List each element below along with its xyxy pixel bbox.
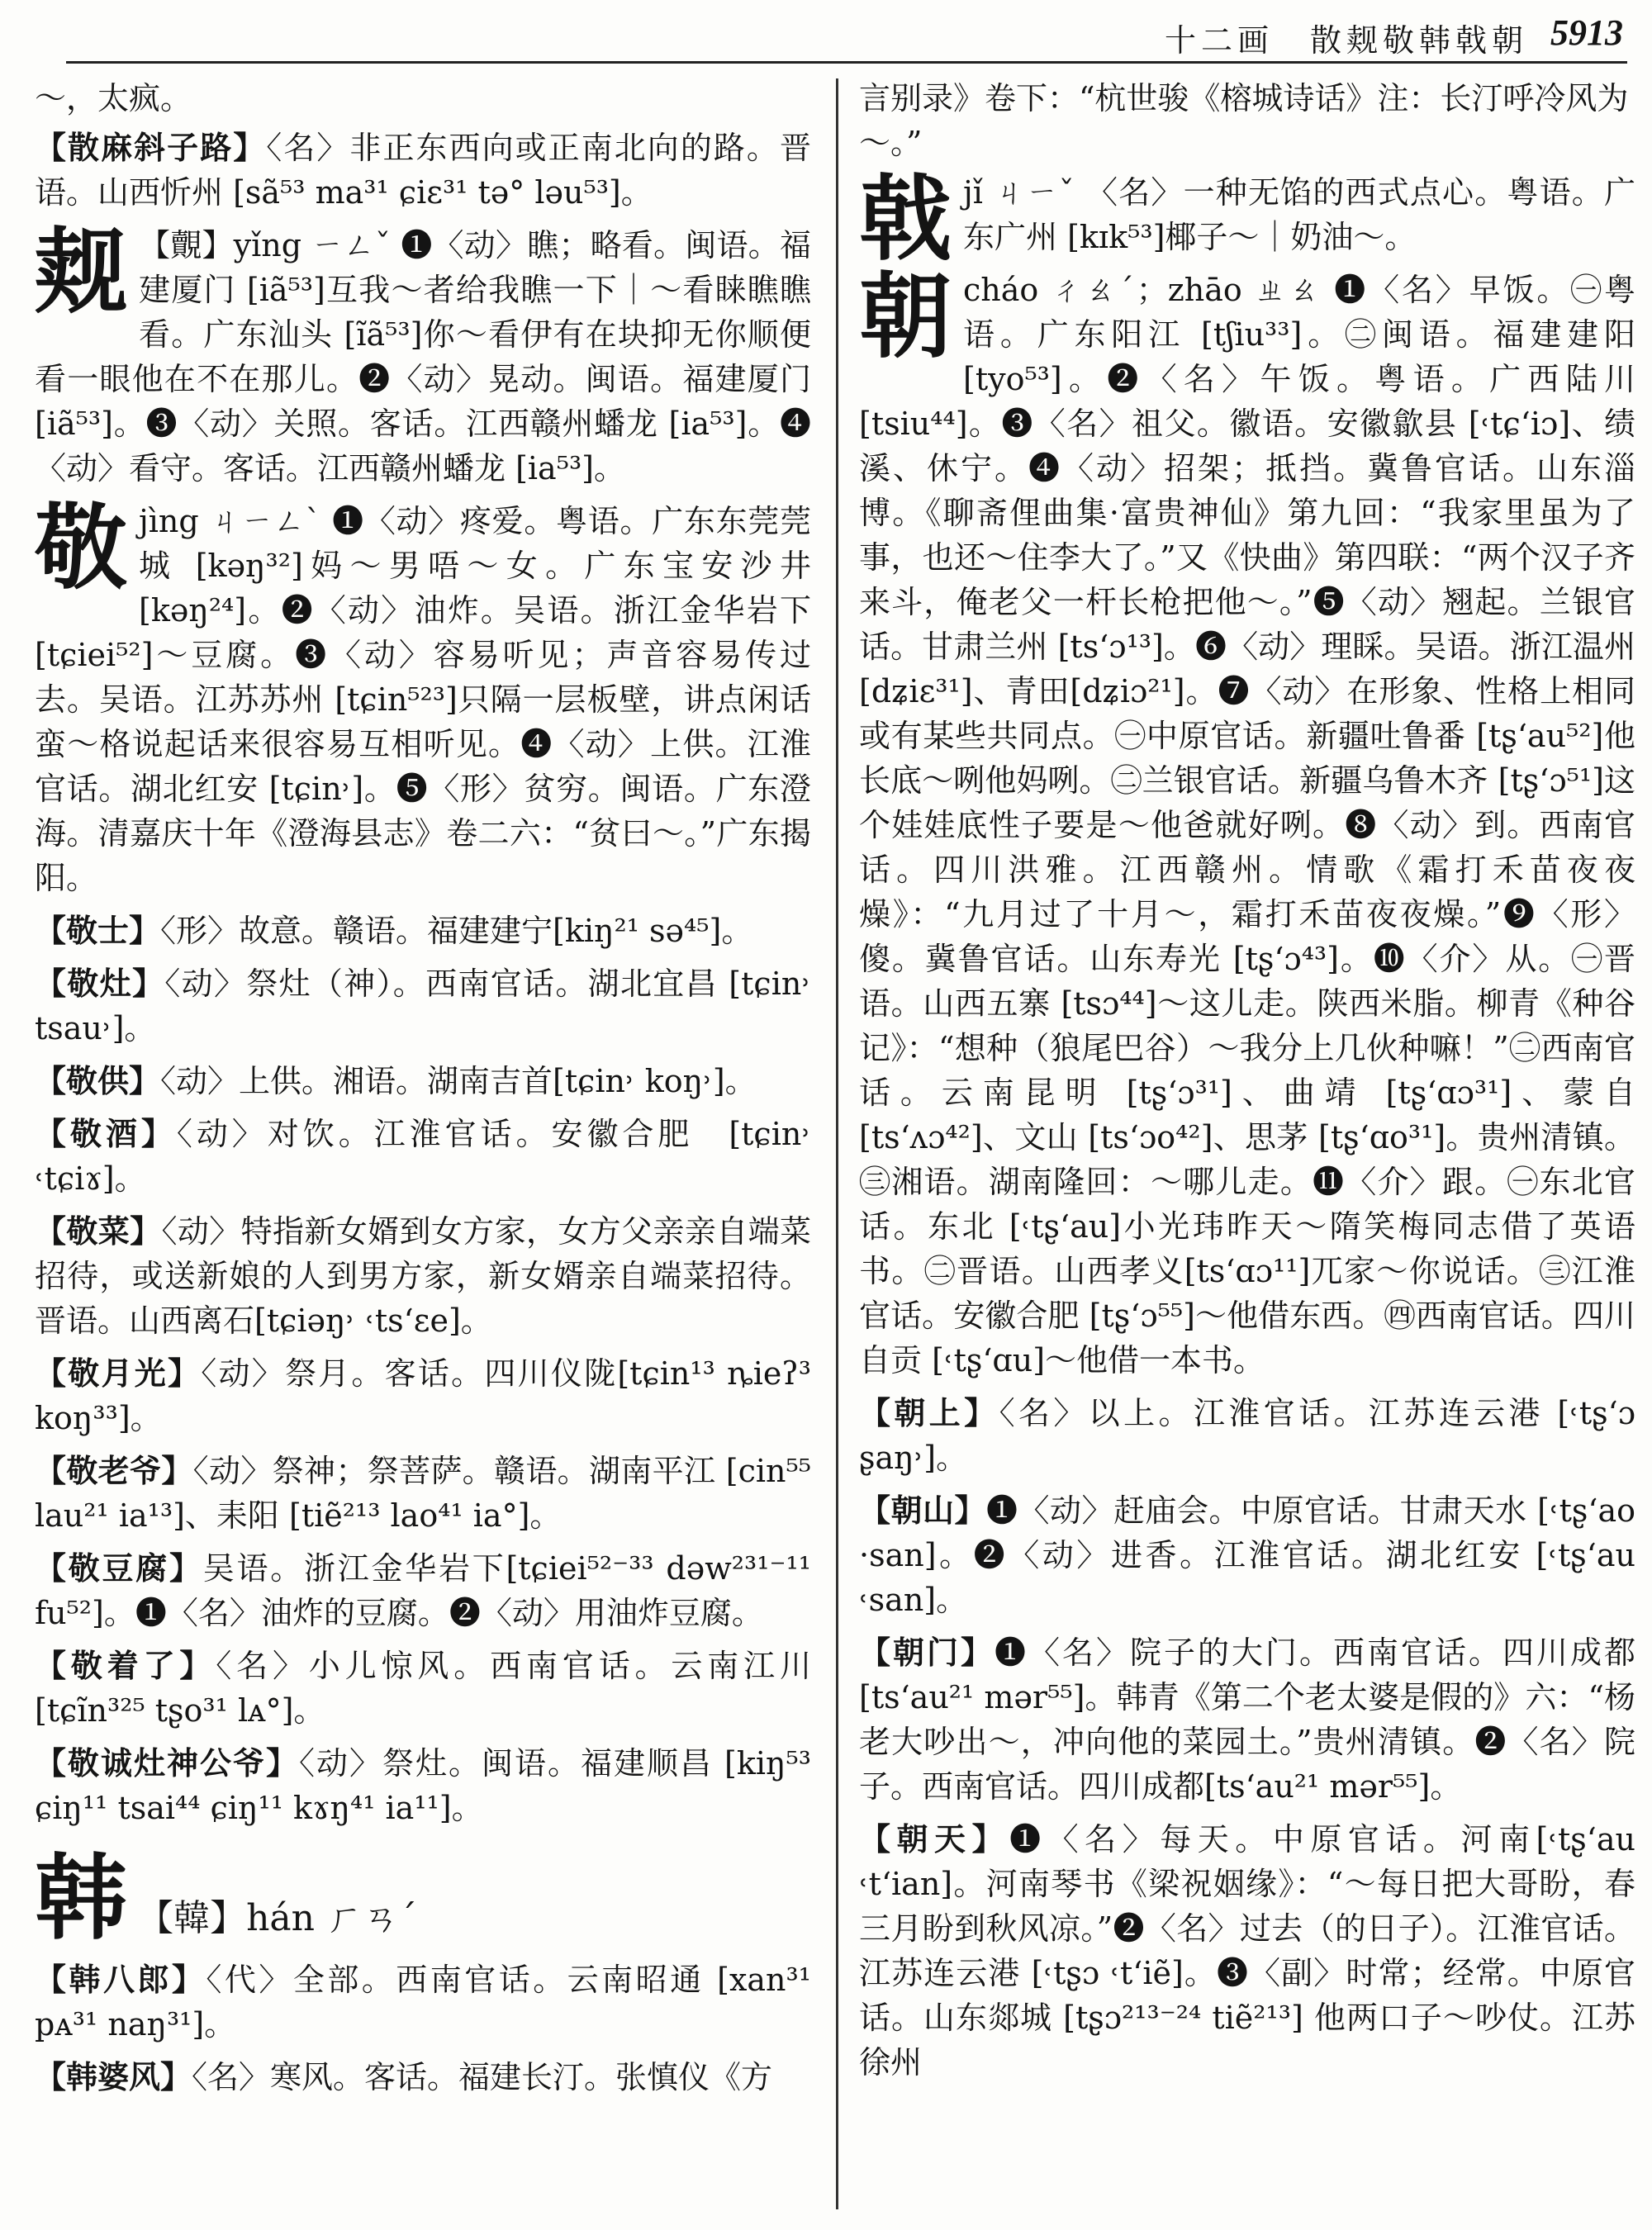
entry-body: 〈动〉对饮。江淮官话。安徽合肥 [tɕin˒ ˓tɕiɤ]。 [35, 1116, 811, 1197]
headword-entry-ji [859, 165, 1635, 273]
continued-text: ～，太疯。 [35, 80, 192, 116]
sub-entry [859, 1488, 1635, 1622]
sub-entry [35, 1741, 811, 1830]
headword-char: 韩 [35, 1844, 127, 1952]
entry-body: 〈动〉特指新女婿到女方家，女方父亲亲自端菜招待，或送新娘的人到男方家，新女婿亲自端菜招待。晋语。山西离石[tɕiəŋ˒ ˓ts‘ɛe]。 [35, 1213, 811, 1339]
entry-body: ❶〈名〉院子的大门。西南官话。四川成都 [ts‘au²¹ mər⁵⁵]。韩青《第二个老太婆是假的》六：“杨老大吵出～，冲向他的菜园土。”贵州清镇。❷〈名〉院子。西南官话。四川成都[ts‘au²¹ mər⁵⁵]。 [859, 1635, 1635, 1805]
sub-entry [35, 1644, 811, 1733]
entry-body: 〈名〉寒风。客话。福建长汀。张慎仪《方 [192, 2059, 773, 2095]
continued-text: 言别录》卷下：“杭世骏《榕城诗话》注：长汀呼冷风为～。” [859, 80, 1629, 161]
page-header [0, 0, 1652, 64]
header-rule [66, 61, 1627, 64]
sub-entry [35, 1546, 811, 1635]
entry-sanmaxie [35, 126, 811, 215]
entry-body: 〈名〉非正东西向或正南北向的路。晋语。山西忻州 [sã⁵³ ma³¹ ɕiɛ³¹ tə° ləu⁵³]。 [35, 130, 811, 211]
left-column [35, 64, 811, 2213]
entry-head: 【敬诚灶神公爷】 [35, 1744, 299, 1782]
entry-head: 【敬士】 [35, 912, 161, 949]
entry-body: 〈代〉全部。西南官话。云南昭通 [xan³¹ pᴀ³¹ naŋ³¹]。 [35, 1962, 811, 2043]
headword-char: 朝 [859, 263, 952, 371]
entry-body: 〈名〉以上。江淮官话。江苏连云港 [˓tʂ‘ɔ ʂaŋ˒]。 [859, 1395, 1635, 1476]
entry-body: 〈动〉祭月。客话。四川仪陇[tɕin¹³ ȵieʔ³ koŋ³³]。 [35, 1355, 811, 1436]
entry-head: 【朝山】 [859, 1492, 987, 1529]
entry-body: 〈动〉祭灶。闽语。福建顺昌 [kiŋ⁵³ ɕiŋ¹¹ tsai⁴⁴ ɕiŋ¹¹ kɤŋ⁴¹ ia¹¹]。 [35, 1745, 811, 1826]
headword-body: cháo ㄔㄠˊ；zhāo ㄓㄠ ❶〈名〉早饭。㊀粤语。广东阳江 [tʃiu³³]。㊁闽语。福建建阳 [tyo⁵³]。❷〈名〉午饭。粤语。广西陆川 [tsiu⁴⁴]。❸〈名〉祖父。徽语。安徽歙县 [˓tɕ‘iɔ]、绩溪、休宁。❹〈动〉招架；抵挡。冀鲁官话。山东淄博。《聊斋俚曲集·富贵神仙》第九回：“我家里虽为了事，也还～住李大了。”又《快曲》第四联：“两个汉子齐来斗，俺老父一杆长枪把他～。”❺〈动〉翘起。兰银官话。甘肃兰州 [ts‘ɔ¹³]。❻〈动〉理睬。吴语。浙江温州 [dʑiɛ³¹]、青田[dʑiɔ²¹]。❼〈动〉在形象、性格上相同或有某些共同点。㊀中原官话。新疆吐鲁番 [tʂ‘au⁵²]他长底～咧他妈咧。㊁兰银官话。新疆乌鲁木齐 [tʂ‘ɔ⁵¹]这个娃娃底性子要是～他爸就好咧。❽〈动〉到。西南官话。四川洪雅。江西赣州。情歌《霜打禾苗夜夜燥》：“九月过了十月～，霜打禾苗夜夜燥。”❾〈形〉傻。冀鲁官话。山东寿光 [tʂ‘ɔ⁴³]。❿〈介〉从。㊀晋语。山西五寨 [tsɔ⁴⁴]～这儿走。陕西米脂。柳青《种谷记》：“想种（狼尾巴谷）～我分上几伙种嘛！”㊁西南官话。云南昆明 [tʂ‘ɔ³¹]、曲靖 [tʂ‘ɑɔ³¹]、蒙自 [ts‘ʌɔ⁴²]、文山 [ts‘ɔo⁴²]、思茅 [tʂ‘ɑo³¹]。贵州清镇。㊂湘语。湖南隆回：～哪儿走。⓫〈介〉跟。㊀东北官话。东北 [˓tʂ‘au]小光玮昨天～隋笑梅同志借了英语书。㊁晋语。山西孝义[ts‘ɑɔ¹¹]兀家～你说话。㊂江淮官话。安徽合肥 [tʂ‘ɔ⁵⁵]～他借东西。㊃西南官话。四川自贡 [˓tʂ‘ɑu]～他借一本书。 [859, 272, 1635, 1378]
entry-head: 【朝上】 [859, 1394, 999, 1431]
entry-head: 【敬月光】 [35, 1355, 202, 1392]
sub-entry [35, 1449, 811, 1538]
sub-entry [35, 2055, 811, 2100]
sub-entry [859, 1630, 1635, 1809]
sub-entry [35, 1112, 811, 1201]
entry-head: 【韩婆风】 [35, 2058, 192, 2095]
headword-entry-jing [35, 494, 811, 900]
entry-body: ❶〈动〉赶庙会。中原官话。甘肃天水 [˓tʂ‘ao ·san]。❷〈动〉进香。江淮官话。湖北红安 [˓tʂ‘au ˓san]。 [859, 1492, 1635, 1618]
running-head: 十二画 散觌敬韩戟朝 [1164, 22, 1528, 59]
entry-head: 【朝门】 [859, 1634, 995, 1671]
sub-entry [35, 1957, 811, 2047]
headword-body: jìng ㄐㄧㄥˋ ❶〈动〉疼爱。粤语。广东东莞莞城 [kəŋ³²]妈～男唔～女。广东宝安沙井 [kəŋ²⁴]。❷〈动〉油炸。吴语。浙江金华岩下 [tɕiei⁵²]～豆腐。❸〈动〉容易听见；声音容易传过去。吴语。江苏苏州 [tɕin⁵²³]只隔一层板壁，讲点闲话蛮～格说起话来很容易互相听见。❹〈动〉上供。江淮官话。湖北红安 [tɕin˒]。❺〈形〉贫穷。闽语。广东澄海。清嘉庆十年《澄海县志》卷二六：“贫曰～。”广东揭阳。 [35, 503, 811, 896]
page-number: 5913 [1550, 12, 1623, 53]
headword-entry-han [35, 1845, 811, 1952]
sub-entry [859, 1817, 1635, 2085]
entry-head: 【敬供】 [35, 1062, 161, 1099]
entry-body: 〈动〉祭灶（神）。西南官话。湖北宜昌 [tɕin˒ tsau˒]。 [35, 966, 811, 1046]
sub-entry [35, 1059, 811, 1103]
entry-head: 【散麻斜子路】 [35, 129, 267, 166]
entry-head: 【敬酒】 [35, 1115, 177, 1152]
headword-body: jǐ ㄐㄧˇ 〈名〉一种无馅的西式点心。粤语。广东广州 [kɪk⁵³]椰子～｜奶油～。 [963, 174, 1635, 255]
sub-entry [35, 1209, 811, 1343]
sub-entry [35, 909, 811, 953]
headword-char: 觌 [35, 218, 127, 326]
sub-entry [35, 961, 811, 1051]
entry-body: 〈动〉祭神；祭菩萨。赣语。湖南平江 [cin⁵⁵ lau²¹ ia¹³]、耒阳 [tiẽ²¹³ lao⁴¹ ia°]。 [35, 1453, 811, 1534]
entry-head: 【敬菜】 [35, 1212, 162, 1250]
entry-head: 【韩八郎】 [35, 1961, 206, 1998]
entry-body: 〈名〉小儿惊风。西南官话。云南江川 [tɕĩn³²⁵ tʂo³¹ lᴀ°]。 [35, 1648, 811, 1729]
headword-body: 【韓】hán ㄏㄢˊ [137, 1897, 417, 1939]
headword-body: 【覿】yǐng ㄧㄥˇ ❶〈动〉瞧；略看。闽语。福建厦门 [iã⁵³]互我～者给我瞧一下｜～看睐瞧瞧看。广东汕头 [ĩã⁵³]你～看伊有在块抑无你顺便看一眼他在不在那儿。❷〈动〉晃动。闽语。福建厦门 [iã⁵³]。❸〈动〉关照。客话。江西赣州蟠龙 [ia⁵³]。❹〈动〉看守。客话。江西赣州蟠龙 [ia⁵³]。 [35, 227, 811, 486]
entry-body: 吴语。浙江金华岩下[tɕiei⁵²⁻³³ dəw²³¹⁻¹¹ fu⁵²]。❶〈名〉油炸的豆腐。❷〈动〉用油炸豆腐。 [35, 1550, 811, 1631]
headword-entry-ying [35, 218, 811, 491]
headword-char: 戟 [859, 165, 952, 273]
entry-body: 〈动〉上供。湘语。湖南吉首[tɕin˒ koŋ˒]。 [160, 1063, 757, 1099]
entry-head: 【朝天】 [859, 1820, 1010, 1858]
entry-body: ❶〈名〉每天。中原官话。河南[˓tʂ‘au ˓t‘ian]。河南琴书《梁祝姻缘》：“～每日把大哥盼，春三月盼到秋风凉。”❷〈名〉过去（的日子）。江淮官话。江苏连云港 [˓tʂɔ ˓t‘iẽ]。❸〈副〉时常；经常。中原官话。山东郯城 [tʂɔ²¹³⁻²⁴ tiẽ²¹³] 他两口子～吵仗。江苏徐州 [859, 1821, 1635, 2081]
entry-head: 【敬着了】 [35, 1647, 216, 1684]
sub-entry [35, 1351, 811, 1440]
right-column [859, 64, 1635, 2213]
headword-char: 敬 [35, 494, 127, 602]
column-divider [836, 78, 838, 2209]
entry-head: 【敬豆腐】 [35, 1549, 203, 1587]
headword-entry-chao [859, 263, 1635, 1383]
entry-body: 〈形〉故意。赣语。福建建宁[kiŋ²¹ sə⁴⁵]。 [160, 913, 753, 949]
sub-entry [859, 1391, 1635, 1480]
entry-head: 【敬灶】 [35, 965, 165, 1002]
entry-head: 【敬老爷】 [35, 1452, 193, 1489]
